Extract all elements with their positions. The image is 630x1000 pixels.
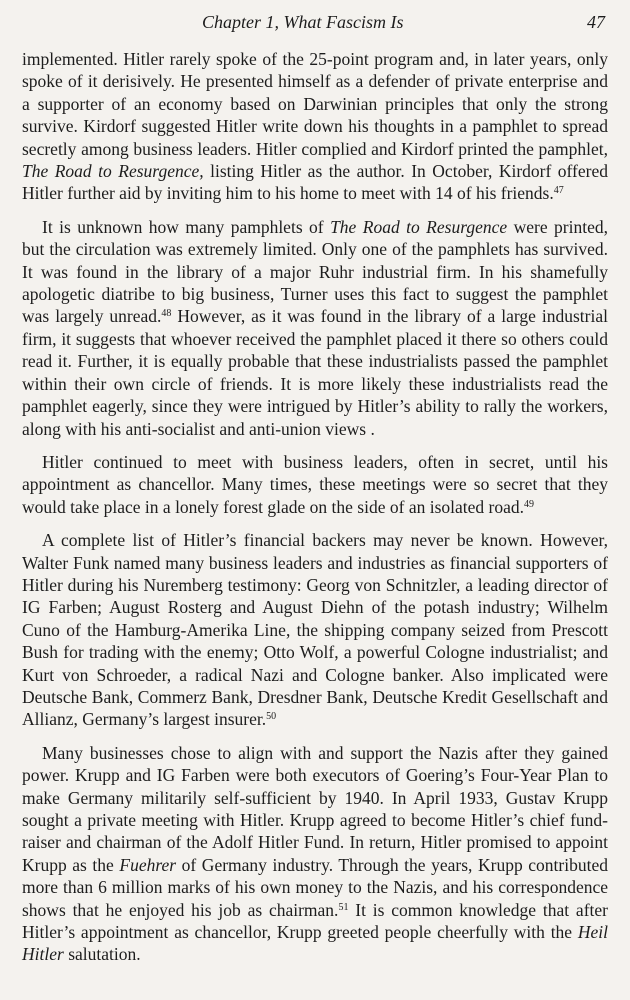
italic-text: Heil Hitler (22, 922, 608, 965)
italic-text: Fuehrer (119, 854, 177, 875)
text-run: A complete list of Hitler’s financial backers may never be known. However, Walter Funk named many business leaders and industries as financial supporters of Hitler during his Nuremberg testimony: Georg von Schnitzler, a leading director of IG Farben; August Rosterg and August Diehn of the potash industry; Wilhelm Cuno of the Hamburg-Amerika Line, the shipping company seized from Prescott Bush for trading with the enemy; Otto Wolf, a powerful Cologne industrialist; and Kurt von Schroeder, a radical Nazi and Cologne banker. Also implicated were Deutsche Bank, Commerz Bank, Dresdner Bank, Deutsche Kredit Gesellschaft and Allianz, Germany’s largest insurer. (22, 530, 608, 730)
text-run: However, as it was found in the library of a large industrial firm, it suggests that whoever received the pamphlet placed it there so others could read it. Further, it is equally probable that these industrialists passed the pamphlet within their own circle of friends. It is more likely these industrialists read the pamphlet eagerly, since they were intrigued by Hitler’s ability to rally the workers, along with his anti-socialist and anti-union views . (22, 306, 608, 439)
text-run: implemented. Hitler rarely spoke of the 25-point program and, in later years, only spoke of it derisively. He presented himself as a defender of private enterprise and a supporter of an economy based on Darwinian principles that only the strong survive. Kirdorf suggested Hitler write down his thoughts in a pamphlet to spread secretly among business leaders. Hitler complied and Kirdorf printed the pamphlet, (22, 49, 608, 159)
footnote-ref: 50 (266, 711, 277, 723)
italic-text: The Road to Resurgence, (22, 161, 204, 182)
text-run: listing Hitler as the author. In October, Kirdorf offered Hitler further aid by inviting him to his home to meet with 14 of his friends. (22, 161, 608, 204)
paragraph (22, 529, 608, 731)
text-run: Many businesses chose to align with and support the Nazis after they gained power. Krupp and IG Farben were both executors of Goering’s Four-Year Plan to make Germany militarily self-sufficient by 1940. In April 1933, Gustav Krupp sought a private meeting with Hitler. Krupp agreed to become Hitler’s chief fund-raiser and chairman of the Adolf Hitler Fund. In return, Hitler promised to appoint Krupp as the (22, 742, 608, 875)
italic-text: The Road to Resurgence (330, 216, 508, 237)
paragraph (22, 48, 608, 205)
text-run: salutation. (63, 944, 141, 965)
footnote-ref: 49 (524, 498, 534, 510)
page-number: 47 (587, 12, 605, 32)
paragraph (22, 216, 608, 440)
text-run: of Germany industry. Through the years, Krupp contributed more than 6 million marks of his own money to the Nazis, and his correspondence shows that he enjoyed his job as chairman. (22, 854, 608, 920)
body-text (22, 48, 608, 977)
paragraph (22, 451, 608, 518)
footnote-ref: 48 (161, 308, 172, 320)
paragraph (22, 742, 608, 966)
footnote-ref: 51 (338, 901, 349, 913)
text-run: It is common knowledge that after Hitler’s appointment as chancellor, Krupp greeted people cheerfully with the (22, 899, 608, 943)
chapter-title: Chapter 1, What Fascism Is (202, 12, 404, 32)
text-run: were printed, but the circulation was extremely limited. Only one of the pamphlets has survived. It was found in the library of a major Ruhr industrial firm. In his shamefully apologetic diatribe to big business, Turner uses this fact to suggest the pamphlet was largely unread. (22, 216, 608, 327)
text-run: It is unknown how many pamphlets of (42, 216, 331, 237)
footnote-ref: 47 (553, 185, 564, 197)
text-run: Hitler continued to meet with business leaders, often in secret, until his appointment as chancellor. Many times, these meetings were so secret that they would take place in a lonely forest glade on the side of an isolated road. (22, 451, 608, 517)
running-header (22, 12, 605, 38)
